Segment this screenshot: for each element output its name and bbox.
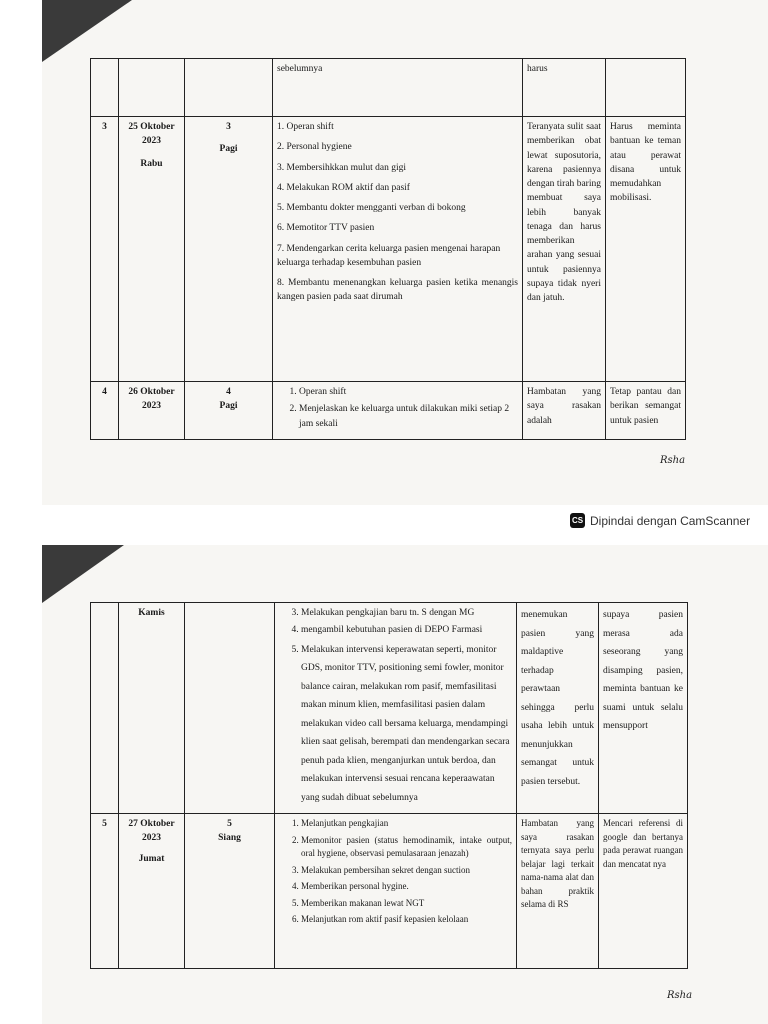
activity-item: 1. Operan shift [277, 122, 334, 132]
activity-item: 8. Membantu menenangkan keluarga pasien ketika menangis kangen pasien pada saat dirumah [277, 278, 518, 303]
table-row [91, 59, 686, 117]
entry-number: 4 [91, 382, 119, 440]
signature-mark: Rsha [667, 990, 693, 1001]
entry-activities [273, 382, 523, 440]
entry-plan: supaya pasien merasa ada seseorang yang disamping pasien, meminta bantuan ke suami untuk selalu mensupport [599, 603, 688, 814]
activity-table-page-1 [90, 58, 686, 440]
table-row [91, 382, 686, 440]
shift-name: Siang [218, 833, 241, 844]
entry-obstacle: Hambatan yang saya rasakan ternyata saya perlu belajar lagi terkait nama-nama alat dan bahan praktik selama di RS [517, 814, 599, 969]
camscanner-icon: CS [570, 513, 585, 528]
entry-obstacle: Hambatan yang saya rasakan adalah [523, 382, 606, 440]
shift-name: Pagi [219, 144, 238, 155]
table-row [91, 814, 688, 969]
activity-list [279, 606, 512, 807]
year-text: 2023 [142, 136, 161, 147]
signature-mark: Rsha [660, 455, 686, 466]
entry-date [119, 382, 185, 440]
activity-item: 4. Memberikan personal hygine. [301, 880, 512, 894]
entry-plan: Harus meminta bantuan ke teman atau perawat disana untuk memudahkan mobilisasi. [606, 117, 686, 382]
entry-activities [275, 814, 517, 969]
cell-activities: sebelumnya [273, 59, 523, 117]
activity-item: 2. Memonitor pasien (status hemodinamik, intake output, oral hygiene, observasi pemulasaraan jenazah) [301, 834, 512, 861]
activity-item: 5. Memberikan makanan lewat NGT [301, 897, 512, 911]
activity-item: 1. Operan shift [299, 385, 518, 399]
activity-item: 7. Mendengarkan cerita keluarga pasien mengenai harapan keluarga terhadap kesembuhan pasien [277, 243, 501, 268]
shift-number: 3 [226, 122, 231, 132]
activity-table-page-2 [90, 602, 688, 969]
cell-obstacle: harus [523, 59, 606, 117]
activity-item: 5. Membantu dokter mengganti verban di bokong [277, 203, 466, 213]
entry-shift [185, 382, 273, 440]
cell-date [119, 59, 185, 117]
cell-shift [185, 603, 275, 814]
date-text: 27 Oktober [128, 819, 175, 830]
year-text: 2023 [142, 401, 161, 412]
entry-plan: Tetap pantau dan berikan semangat untuk pasien [606, 382, 686, 440]
activity-item: 4. Melakukan ROM aktif dan pasif [277, 182, 410, 193]
activity-item: 2. Personal hygiene [277, 142, 352, 153]
date-text: 26 Oktober [128, 387, 175, 397]
entry-obstacle: Teranyata sulit saat memberikan obat lewat suposutoria, karena pasiennya dengan tirah baring membuat saya lebih banyak tenaga dan harus memberikan arahan yang sesuai untuk pasiennya supaya tidak nyeri dan jatuh. [523, 117, 606, 382]
activity-item: 3. Membersihkkan mulut dan gigi [277, 162, 407, 173]
cell-no [91, 59, 119, 117]
activity-item: 5. Melakukan intervensi keperawatan seperti, monitor GDS, monitor TTV, positioning semi fowler, monitor balance cairan, melakukan rom pasif, memfasilitasi makan minum klien, memfasilitasi pasien dalam melakukan video call bersama keluarga, mendampingi klien saat gelisah, berempati dan mendengarkan secara penuh pada klien, menganjurkan untuk berdoa, dan melakukan intervensi sesuai rencana keperaawatan yang sudah dibuat sebelumnya [301, 641, 512, 808]
activity-item: 3. Melakukan pembersihan sekret dengan suction [301, 864, 512, 878]
entry-activities [273, 117, 523, 382]
table-row [91, 603, 688, 814]
year-text: 2023 [142, 833, 161, 844]
day-text: Rabu [140, 158, 163, 169]
cell-plan [606, 59, 686, 117]
date-text: 25 Oktober [128, 122, 175, 132]
entry-plan: Mencari referensi di google dan bertanya pada perawat ruangan dan mencatat nya [599, 814, 688, 969]
entry-shift [185, 814, 275, 969]
table-row [91, 117, 686, 382]
shift-name: Pagi [219, 401, 238, 412]
entry-activities [275, 603, 517, 814]
activity-item: 4. mengambil kebutuhan pasien di DEPO Farmasi [301, 623, 512, 637]
entry-date [119, 117, 185, 382]
day-text: Jumat [138, 853, 165, 864]
page-corner-shadow [42, 545, 124, 603]
cell-shift [185, 59, 273, 117]
entry-obstacle: menemukan pasien yang maldaptive terhadap perawtaan sehingga perlu usaha lebih untuk menunjukkan semangat untuk pasien tersebut. [517, 603, 599, 814]
camscanner-watermark [570, 513, 750, 528]
cell-no [91, 603, 119, 814]
entry-number: 3 [91, 117, 119, 382]
entry-date: Kamis [119, 603, 185, 814]
entry-number: 5 [91, 814, 119, 969]
entry-shift [185, 117, 273, 382]
activity-item: 3. Melakukan pengkajian baru tn. S dengan MG [301, 606, 512, 620]
page-corner-shadow [42, 0, 132, 62]
camscanner-label: Dipindai dengan CamScanner [590, 513, 751, 528]
activity-item: 6. Memotitor TTV pasien [277, 223, 375, 234]
activity-item: 6. Melanjutkan rom aktif pasif kepasien kelolaan [301, 913, 512, 927]
activity-item: 1. Melanjutkan pengkajian [301, 817, 512, 831]
entry-date [119, 814, 185, 969]
shift-number: 5 [227, 819, 232, 830]
shift-number: 4 [226, 387, 231, 397]
activity-item: 2. Menjelaskan ke keluarga untuk dilakukan miki setiap 2 jam sekali [299, 402, 518, 431]
